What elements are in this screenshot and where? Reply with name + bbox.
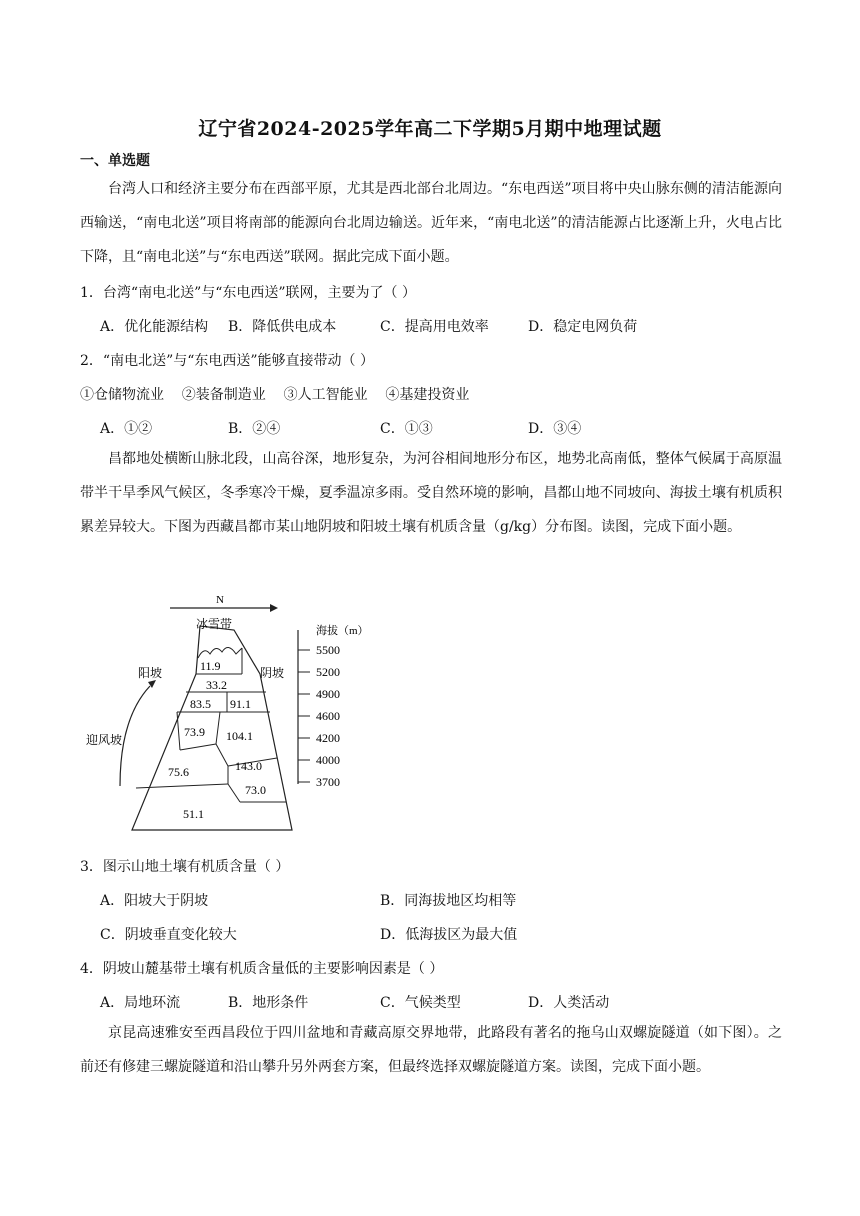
q1-option-a: A．优化能源结构 — [100, 319, 209, 335]
passage-3: 京昆高速雅安至西昌段位于四川盆地和青藏高原交界地带，此路段有著名的拖乌山双螺旋隧道（如下图）。之前还有修建三螺旋隧道和沿山攀升另外两套方案，但最终选择双螺旋隧道方案。读图，完成下面小题。 — [80, 1025, 782, 1075]
soil-organic-matter-figure — [80, 588, 400, 838]
value-91-1: 91.1 — [230, 697, 251, 711]
passage-1: 台湾人口和经济主要分布在西部平原，尤其是西北部台北周边。“东电西送”项目将中央山脉东侧的清洁能源向西输送，“南电北送”项目将南部的能源向台北周边输送。近年来，“南电北送”的清洁能源占比逐渐上升，火电占比下降，且“南电北送”与“东电西送”联网。据此完成下面小题。 — [80, 181, 782, 265]
value-73-0: 73.0 — [245, 783, 266, 797]
q1-option-b: B．降低供电成本 — [228, 319, 337, 335]
q1-stem: 1．台湾“南电北送”与“东电西送”联网，主要为了（ ） — [80, 285, 416, 301]
value-143-0: 143.0 — [235, 759, 262, 773]
page-title: 辽宁省2024-2025学年高二下学期5月期中地理试题 — [198, 118, 662, 140]
q4-option-b: B．地形条件 — [228, 995, 309, 1011]
windward-slope-label: 迎风坡 — [86, 733, 123, 747]
q2-stem: 2．“南电北送”与“东电西送”能够直接带动（ ） — [80, 353, 374, 369]
tick-4000: 4000 — [316, 753, 340, 767]
q3-option-d: D．低海拔区为最大值 — [380, 927, 518, 943]
tick-4200: 4200 — [316, 731, 340, 745]
q1-option-c: C．提高用电效率 — [380, 319, 489, 335]
value-73-9: 73.9 — [184, 725, 205, 739]
q2-option-d: D．③④ — [528, 421, 582, 437]
q4-stem: 4．阴坡山麓基带土壤有机质含量低的主要影响因素是（ ） — [80, 961, 444, 977]
tick-3700: 3700 — [316, 775, 340, 789]
q3-option-c: C．阴坡垂直变化较大 — [100, 927, 237, 943]
q3-option-b: B．同海拔地区均相等 — [380, 893, 517, 909]
q4-option-a: A．局地环流 — [100, 995, 181, 1011]
shady-slope-label: 阴坡 — [260, 666, 285, 680]
tick-4900: 4900 — [316, 687, 340, 701]
axis-title: 海拔（m） — [316, 625, 369, 637]
q4-option-d: D．人类活动 — [528, 995, 610, 1011]
q2-option-b: B．②④ — [228, 421, 281, 437]
value-104-1: 104.1 — [226, 729, 253, 743]
value-83-5: 83.5 — [190, 697, 211, 711]
north-label: N — [216, 594, 224, 606]
tick-4600: 4600 — [316, 709, 340, 723]
snow-belt-label: 冰雪带 — [196, 617, 233, 631]
q1-option-d: D．稳定电网负荷 — [528, 319, 638, 335]
value-33-2: 33.2 — [206, 678, 227, 692]
passage-2: 昌都地处横断山脉北段，山高谷深，地形复杂，为河谷相间地形分布区，地势北高南低，整体气候属于高原温带半干旱季风气候区，冬季寒冷干燥，夏季温凉多雨。受自然环境的影响，昌都山地不同坡向、海拔土壤有机质积累差异较大。下图为西藏昌都市某山地阴坡和阳坡土壤有机质含量（g/kg）分布图。读图，完成下面小题。 — [80, 451, 782, 535]
tick-5500: 5500 — [316, 643, 340, 657]
value-11-9: 11.9 — [200, 659, 221, 673]
q4-option-c: C．气候类型 — [380, 995, 461, 1011]
value-51-1: 51.1 — [183, 807, 204, 821]
q2-items: ①仓储物流业 ②装备制造业 ③人工智能业 ④基建投资业 — [80, 387, 470, 403]
sunny-slope-label: 阳坡 — [138, 666, 163, 680]
q2-option-a: A．①② — [100, 421, 153, 437]
tick-5200: 5200 — [316, 665, 340, 679]
q3-stem: 3．图示山地土壤有机质含量（ ） — [80, 859, 290, 875]
q2-option-c: C．①③ — [380, 421, 433, 437]
section-heading: 一、单选题 — [80, 153, 150, 169]
value-75-6: 75.6 — [168, 765, 189, 779]
q3-option-a: A．阳坡大于阴坡 — [100, 893, 209, 909]
